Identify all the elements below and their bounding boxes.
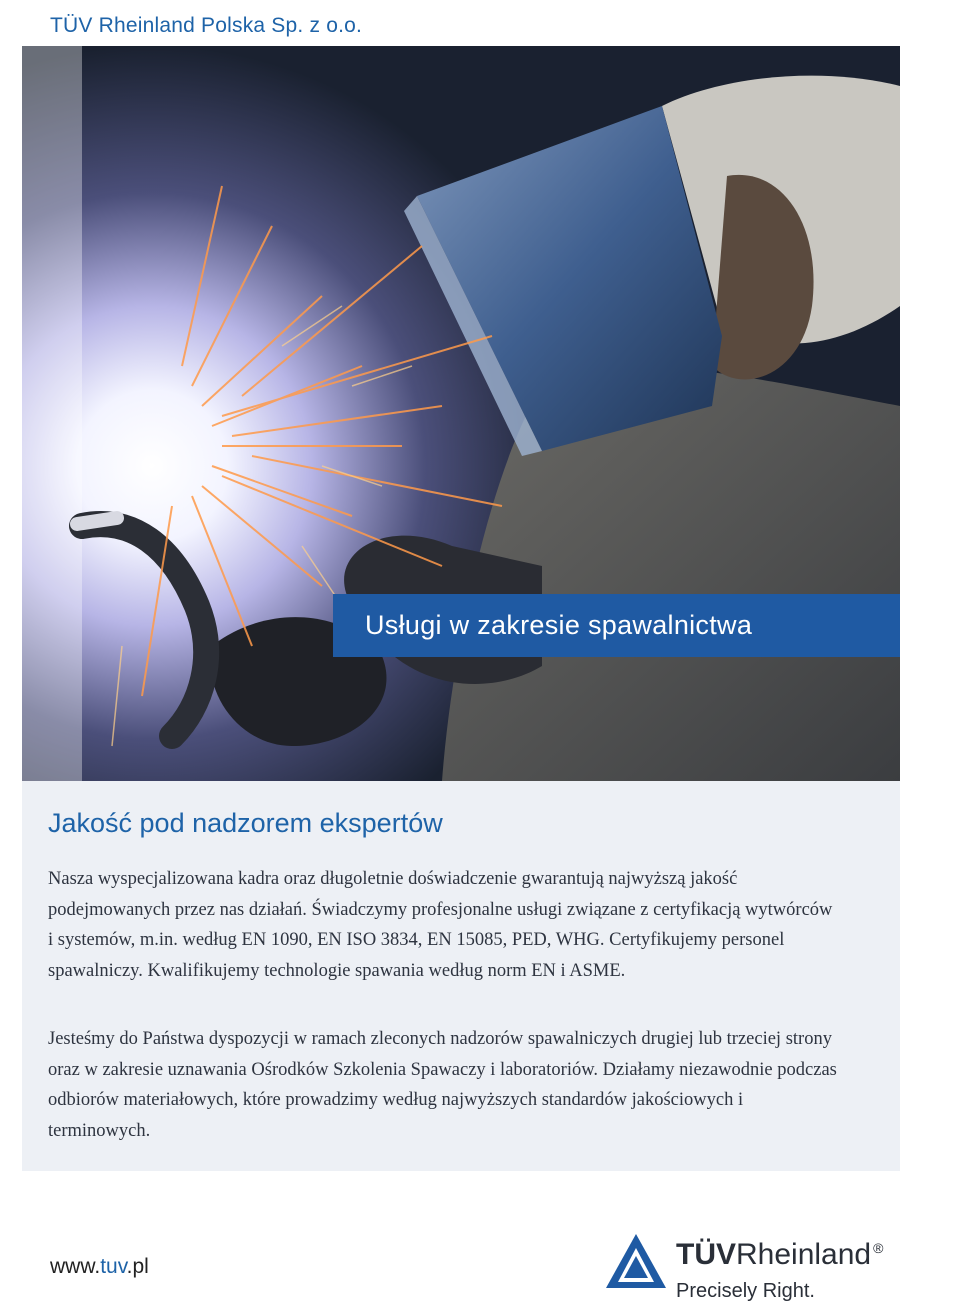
paragraph-intro: Nasza wyspecjalizowana kadra oraz długoletnie doświadczenie gwarantują najwyższą jakość podejmowanych przez nas działań. Świadczymy profesjonalne usługi związane z certyfikacją wytwórców i systemów, m.in. według EN 1090, EN ISO 3834, EN 15085, PED, WHG. Certyfikujemy personel spawalniczy. Kwalifikujemy technologie spawania według norm EN i ASME. [48, 869, 833, 981]
registered-mark: ® [873, 1240, 884, 1256]
hero-photo-welder [22, 46, 900, 781]
company-name: TÜV Rheinland Polska Sp. z o.o. [50, 14, 363, 37]
hero-banner-title: Usługi w zakresie spawalnictwa [333, 594, 900, 657]
paragraph-services: Jesteśmy do Państwa dyspozycji w ramach zleconych nadzorów spawalniczych drugiej lub trzeciej strony oraz w zakresie uznawania Ośrodków Szkolenia Spawaczy i laboratoriów. Działamy niezawodnie podczas odbiorów materiałowych, które prowadzimy według najwyższych standardów jakościowych i terminowych. [48, 1029, 837, 1141]
website-suffix: .pl [126, 1255, 149, 1278]
welding-scene-illustration [22, 46, 900, 781]
brand-logo-rest: Rheinland [736, 1238, 872, 1271]
brand-logo-text [676, 1238, 883, 1272]
brand-tagline: Precisely Right. [676, 1280, 815, 1302]
tuv-triangle-icon [604, 1232, 668, 1290]
website-link[interactable] [50, 1255, 149, 1279]
website-prefix: www. [50, 1255, 101, 1278]
website-accent: tuv [100, 1255, 127, 1278]
section-heading: Jakość pod nadzorem ekspertów [48, 808, 443, 838]
brand-logo-bold: TÜV [676, 1238, 736, 1271]
